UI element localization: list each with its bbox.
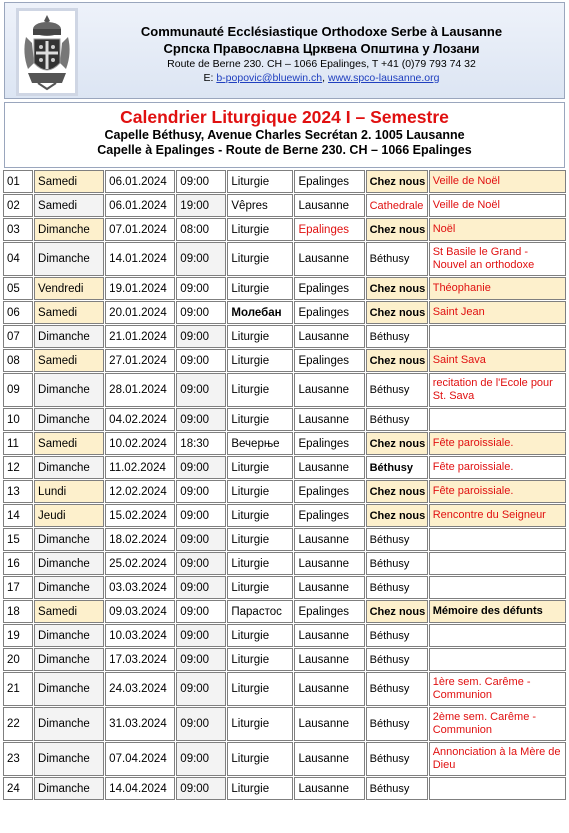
liturgical-calendar-table bbox=[2, 169, 567, 801]
place-cell: Epalinges bbox=[294, 301, 364, 324]
time-cell: 08:00 bbox=[176, 218, 226, 241]
row-number-cell: 01 bbox=[3, 170, 33, 193]
event-cell: Veille de Noël bbox=[429, 194, 566, 217]
place-cell: Epalinges bbox=[294, 432, 364, 455]
event-cell bbox=[429, 648, 566, 671]
date-cell: 15.02.2024 bbox=[105, 504, 175, 527]
place-cell: Epalinges bbox=[294, 170, 364, 193]
email-prefix: E: bbox=[203, 72, 217, 84]
row-number-cell: 23 bbox=[3, 742, 33, 776]
place-cell: Lausanne bbox=[294, 672, 364, 706]
place-cell: Lausanne bbox=[294, 777, 364, 800]
event-cell bbox=[429, 576, 566, 599]
date-cell: 19.01.2024 bbox=[105, 277, 175, 300]
service-type-cell: Liturgie bbox=[227, 528, 293, 551]
calendar-row bbox=[3, 432, 566, 455]
event-cell bbox=[429, 325, 566, 348]
event-cell: Théophanie bbox=[429, 277, 566, 300]
place-cell: Lausanne bbox=[294, 576, 364, 599]
date-cell: 07.01.2024 bbox=[105, 218, 175, 241]
day-name-cell: Dimanche bbox=[34, 624, 104, 647]
location-cell: Béthusy bbox=[366, 576, 428, 599]
date-cell: 31.03.2024 bbox=[105, 707, 175, 741]
place-cell: Lausanne bbox=[294, 408, 364, 431]
parish-name-fr: Communauté Ecclésiastique Orthodoxe Serbe à Lausanne bbox=[140, 24, 503, 39]
location-cell: Béthusy bbox=[366, 456, 428, 479]
date-cell: 10.02.2024 bbox=[105, 432, 175, 455]
location-cell: Béthusy bbox=[366, 777, 428, 800]
location-cell: Béthusy bbox=[366, 707, 428, 741]
date-cell: 28.01.2024 bbox=[105, 373, 175, 407]
event-cell bbox=[429, 624, 566, 647]
event-cell: Veille de Noël bbox=[429, 170, 566, 193]
calendar-row bbox=[3, 504, 566, 527]
time-cell: 09:00 bbox=[176, 504, 226, 527]
service-type-cell: Liturgie bbox=[227, 170, 293, 193]
row-number-cell: 16 bbox=[3, 552, 33, 575]
service-type-cell: Liturgie bbox=[227, 672, 293, 706]
service-type-cell: Liturgie bbox=[227, 742, 293, 776]
time-cell: 09:00 bbox=[176, 277, 226, 300]
place-cell: Lausanne bbox=[294, 707, 364, 741]
row-number-cell: 02 bbox=[3, 194, 33, 217]
place-cell: Lausanne bbox=[294, 373, 364, 407]
place-cell: Lausanne bbox=[294, 648, 364, 671]
chapel-bethusy-address: Capelle Béthusy, Avenue Charles Secrétan 2. 1005 Lausanne bbox=[104, 128, 465, 142]
event-cell bbox=[429, 777, 566, 800]
time-cell: 09:00 bbox=[176, 456, 226, 479]
event-cell: Annonciation à la Mère de Dieu bbox=[429, 742, 566, 776]
date-cell: 14.01.2024 bbox=[105, 242, 175, 276]
contact-separator: , bbox=[322, 72, 328, 84]
location-cell: Chez nous bbox=[366, 504, 428, 527]
time-cell: 09:00 bbox=[176, 624, 226, 647]
calendar-row bbox=[3, 170, 566, 193]
calendar-row bbox=[3, 242, 566, 276]
calendar-row bbox=[3, 624, 566, 647]
day-name-cell: Dimanche bbox=[34, 777, 104, 800]
row-number-cell: 09 bbox=[3, 373, 33, 407]
time-cell: 09:00 bbox=[176, 600, 226, 623]
email-link[interactable]: b-popovic@bluewin.ch bbox=[216, 72, 323, 84]
parish-logo bbox=[16, 8, 78, 96]
time-cell: 09:00 bbox=[176, 648, 226, 671]
service-type-cell: Liturgie bbox=[227, 576, 293, 599]
row-number-cell: 10 bbox=[3, 408, 33, 431]
day-name-cell: Vendredi bbox=[34, 277, 104, 300]
time-cell: 09:00 bbox=[176, 672, 226, 706]
place-cell: Epalinges bbox=[294, 277, 364, 300]
date-cell: 06.01.2024 bbox=[105, 170, 175, 193]
row-number-cell: 04 bbox=[3, 242, 33, 276]
service-type-cell: Liturgie bbox=[227, 456, 293, 479]
calendar-row bbox=[3, 600, 566, 623]
service-type-cell: Liturgie bbox=[227, 242, 293, 276]
day-name-cell: Dimanche bbox=[34, 576, 104, 599]
row-number-cell: 05 bbox=[3, 277, 33, 300]
row-number-cell: 13 bbox=[3, 480, 33, 503]
service-type-cell: Вечерње bbox=[227, 432, 293, 455]
location-cell: Chez nous bbox=[366, 432, 428, 455]
service-type-cell: Liturgie bbox=[227, 777, 293, 800]
location-cell: Chez nous bbox=[366, 301, 428, 324]
service-type-cell: Liturgie bbox=[227, 707, 293, 741]
place-cell: Epalinges bbox=[294, 349, 364, 372]
row-number-cell: 15 bbox=[3, 528, 33, 551]
location-cell: Béthusy bbox=[366, 408, 428, 431]
calendar-row bbox=[3, 456, 566, 479]
time-cell: 09:00 bbox=[176, 373, 226, 407]
parish-header bbox=[4, 2, 565, 99]
service-type-cell: Liturgie bbox=[227, 552, 293, 575]
place-cell: Epalinges bbox=[294, 600, 364, 623]
event-cell: Saint Sava bbox=[429, 349, 566, 372]
day-name-cell: Dimanche bbox=[34, 672, 104, 706]
date-cell: 14.04.2024 bbox=[105, 777, 175, 800]
parish-address: Route de Berne 230. CH – 1066 Epalinges, T +41 (0)79 793 74 32 bbox=[167, 58, 476, 70]
time-cell: 09:00 bbox=[176, 576, 226, 599]
row-number-cell: 12 bbox=[3, 456, 33, 479]
date-cell: 24.03.2024 bbox=[105, 672, 175, 706]
service-type-cell: Liturgie bbox=[227, 325, 293, 348]
row-number-cell: 07 bbox=[3, 325, 33, 348]
calendar-row bbox=[3, 349, 566, 372]
calendar-row bbox=[3, 672, 566, 706]
service-type-cell: Liturgie bbox=[227, 373, 293, 407]
service-type-cell: Vêpres bbox=[227, 194, 293, 217]
location-cell: Béthusy bbox=[366, 742, 428, 776]
day-name-cell: Dimanche bbox=[34, 242, 104, 276]
service-type-cell: Liturgie bbox=[227, 349, 293, 372]
row-number-cell: 20 bbox=[3, 648, 33, 671]
event-cell: Fête paroissiale. bbox=[429, 480, 566, 503]
service-type-cell: Молебан bbox=[227, 301, 293, 324]
event-cell: Mémoire des défunts bbox=[429, 600, 566, 623]
row-number-cell: 17 bbox=[3, 576, 33, 599]
event-cell: St Basile le Grand - Nouvel an orthodoxe bbox=[429, 242, 566, 276]
calendar-row bbox=[3, 301, 566, 324]
time-cell: 09:00 bbox=[176, 552, 226, 575]
location-cell: Chez nous bbox=[366, 349, 428, 372]
location-cell: Béthusy bbox=[366, 552, 428, 575]
day-name-cell: Samedi bbox=[34, 170, 104, 193]
day-name-cell: Dimanche bbox=[34, 648, 104, 671]
day-name-cell: Dimanche bbox=[34, 742, 104, 776]
date-cell: 20.01.2024 bbox=[105, 301, 175, 324]
event-cell: 2ème sem. Carême - Communion bbox=[429, 707, 566, 741]
place-cell: Lausanne bbox=[294, 742, 364, 776]
date-cell: 11.02.2024 bbox=[105, 456, 175, 479]
service-type-cell: Liturgie bbox=[227, 218, 293, 241]
service-type-cell: Liturgie bbox=[227, 648, 293, 671]
row-number-cell: 19 bbox=[3, 624, 33, 647]
service-type-cell: Liturgie bbox=[227, 480, 293, 503]
calendar-row bbox=[3, 742, 566, 776]
place-cell: Lausanne bbox=[294, 242, 364, 276]
place-cell: Epalinges bbox=[294, 480, 364, 503]
service-type-cell: Liturgie bbox=[227, 624, 293, 647]
day-name-cell: Dimanche bbox=[34, 528, 104, 551]
day-name-cell: Samedi bbox=[34, 301, 104, 324]
event-cell: 1ère sem. Carême - Communion bbox=[429, 672, 566, 706]
time-cell: 19:00 bbox=[176, 194, 226, 217]
date-cell: 06.01.2024 bbox=[105, 194, 175, 217]
day-name-cell: Dimanche bbox=[34, 552, 104, 575]
time-cell: 09:00 bbox=[176, 170, 226, 193]
event-cell bbox=[429, 408, 566, 431]
location-cell: Chez nous bbox=[366, 277, 428, 300]
location-cell: Chez nous bbox=[366, 480, 428, 503]
time-cell: 09:00 bbox=[176, 528, 226, 551]
date-cell: 27.01.2024 bbox=[105, 349, 175, 372]
date-cell: 03.03.2024 bbox=[105, 576, 175, 599]
day-name-cell: Dimanche bbox=[34, 218, 104, 241]
place-cell: Lausanne bbox=[294, 194, 364, 217]
location-cell: Béthusy bbox=[366, 624, 428, 647]
service-type-cell: Liturgie bbox=[227, 504, 293, 527]
event-cell: Saint Jean bbox=[429, 301, 566, 324]
calendar-row bbox=[3, 408, 566, 431]
calendar-row bbox=[3, 325, 566, 348]
day-name-cell: Dimanche bbox=[34, 456, 104, 479]
day-name-cell: Lundi bbox=[34, 480, 104, 503]
place-cell: Lausanne bbox=[294, 552, 364, 575]
calendar-row bbox=[3, 194, 566, 217]
day-name-cell: Dimanche bbox=[34, 408, 104, 431]
event-cell: Fête paroissiale. bbox=[429, 456, 566, 479]
website-link[interactable]: www.spco-lausanne.org bbox=[328, 72, 440, 84]
day-name-cell: Samedi bbox=[34, 194, 104, 217]
date-cell: 10.03.2024 bbox=[105, 624, 175, 647]
day-name-cell: Samedi bbox=[34, 349, 104, 372]
event-cell: Fête paroissiale. bbox=[429, 432, 566, 455]
location-cell: Cathedrale bbox=[366, 194, 428, 217]
parish-name-sr: Српска Православна Црквена Општина у Лозани bbox=[163, 41, 480, 56]
calendar-row bbox=[3, 707, 566, 741]
row-number-cell: 03 bbox=[3, 218, 33, 241]
location-cell: Chez nous bbox=[366, 218, 428, 241]
time-cell: 09:00 bbox=[176, 242, 226, 276]
time-cell: 18:30 bbox=[176, 432, 226, 455]
calendar-row bbox=[3, 777, 566, 800]
row-number-cell: 24 bbox=[3, 777, 33, 800]
time-cell: 09:00 bbox=[176, 480, 226, 503]
location-cell: Béthusy bbox=[366, 242, 428, 276]
day-name-cell: Dimanche bbox=[34, 373, 104, 407]
event-cell: Noël bbox=[429, 218, 566, 241]
day-name-cell: Samedi bbox=[34, 600, 104, 623]
date-cell: 17.03.2024 bbox=[105, 648, 175, 671]
calendar-row bbox=[3, 373, 566, 407]
calendar-title: Calendrier Liturgique 2024 I – Semestre bbox=[120, 107, 449, 127]
row-number-cell: 14 bbox=[3, 504, 33, 527]
calendar-row bbox=[3, 277, 566, 300]
row-number-cell: 06 bbox=[3, 301, 33, 324]
calendar-row bbox=[3, 480, 566, 503]
location-cell: Béthusy bbox=[366, 528, 428, 551]
place-cell: Epalinges bbox=[294, 218, 364, 241]
coat-of-arms-icon bbox=[20, 13, 74, 91]
calendar-title-block bbox=[4, 102, 565, 168]
place-cell: Lausanne bbox=[294, 456, 364, 479]
date-cell: 07.04.2024 bbox=[105, 742, 175, 776]
row-number-cell: 11 bbox=[3, 432, 33, 455]
day-name-cell: Samedi bbox=[34, 432, 104, 455]
parish-contact bbox=[83, 71, 560, 85]
chapel-epalinges-address: Capelle à Epalinges - Route de Berne 230. CH – 1066 Epalinges bbox=[97, 143, 472, 157]
calendar-row bbox=[3, 218, 566, 241]
date-cell: 18.02.2024 bbox=[105, 528, 175, 551]
location-cell: Chez nous bbox=[366, 600, 428, 623]
service-type-cell: Liturgie bbox=[227, 408, 293, 431]
row-number-cell: 21 bbox=[3, 672, 33, 706]
calendar-row bbox=[3, 552, 566, 575]
location-cell: Béthusy bbox=[366, 672, 428, 706]
date-cell: 09.03.2024 bbox=[105, 600, 175, 623]
date-cell: 25.02.2024 bbox=[105, 552, 175, 575]
event-cell: Rencontre du Seigneur bbox=[429, 504, 566, 527]
location-cell: Béthusy bbox=[366, 373, 428, 407]
time-cell: 09:00 bbox=[176, 777, 226, 800]
calendar-row bbox=[3, 528, 566, 551]
time-cell: 09:00 bbox=[176, 742, 226, 776]
row-number-cell: 18 bbox=[3, 600, 33, 623]
event-cell: recitation de l'Ecole pour St. Sava bbox=[429, 373, 566, 407]
date-cell: 04.02.2024 bbox=[105, 408, 175, 431]
place-cell: Lausanne bbox=[294, 624, 364, 647]
location-cell: Chez nous bbox=[366, 170, 428, 193]
date-cell: 12.02.2024 bbox=[105, 480, 175, 503]
row-number-cell: 22 bbox=[3, 707, 33, 741]
service-type-cell: Парастос bbox=[227, 600, 293, 623]
calendar-row bbox=[3, 648, 566, 671]
event-cell bbox=[429, 552, 566, 575]
day-name-cell: Dimanche bbox=[34, 325, 104, 348]
place-cell: Epalinges bbox=[294, 504, 364, 527]
service-type-cell: Liturgie bbox=[227, 277, 293, 300]
place-cell: Lausanne bbox=[294, 528, 364, 551]
day-name-cell: Jeudi bbox=[34, 504, 104, 527]
row-number-cell: 08 bbox=[3, 349, 33, 372]
calendar-row bbox=[3, 576, 566, 599]
time-cell: 09:00 bbox=[176, 325, 226, 348]
time-cell: 09:00 bbox=[176, 349, 226, 372]
time-cell: 09:00 bbox=[176, 707, 226, 741]
location-cell: Béthusy bbox=[366, 325, 428, 348]
day-name-cell: Dimanche bbox=[34, 707, 104, 741]
place-cell: Lausanne bbox=[294, 325, 364, 348]
time-cell: 09:00 bbox=[176, 301, 226, 324]
date-cell: 21.01.2024 bbox=[105, 325, 175, 348]
event-cell bbox=[429, 528, 566, 551]
location-cell: Béthusy bbox=[366, 648, 428, 671]
time-cell: 09:00 bbox=[176, 408, 226, 431]
